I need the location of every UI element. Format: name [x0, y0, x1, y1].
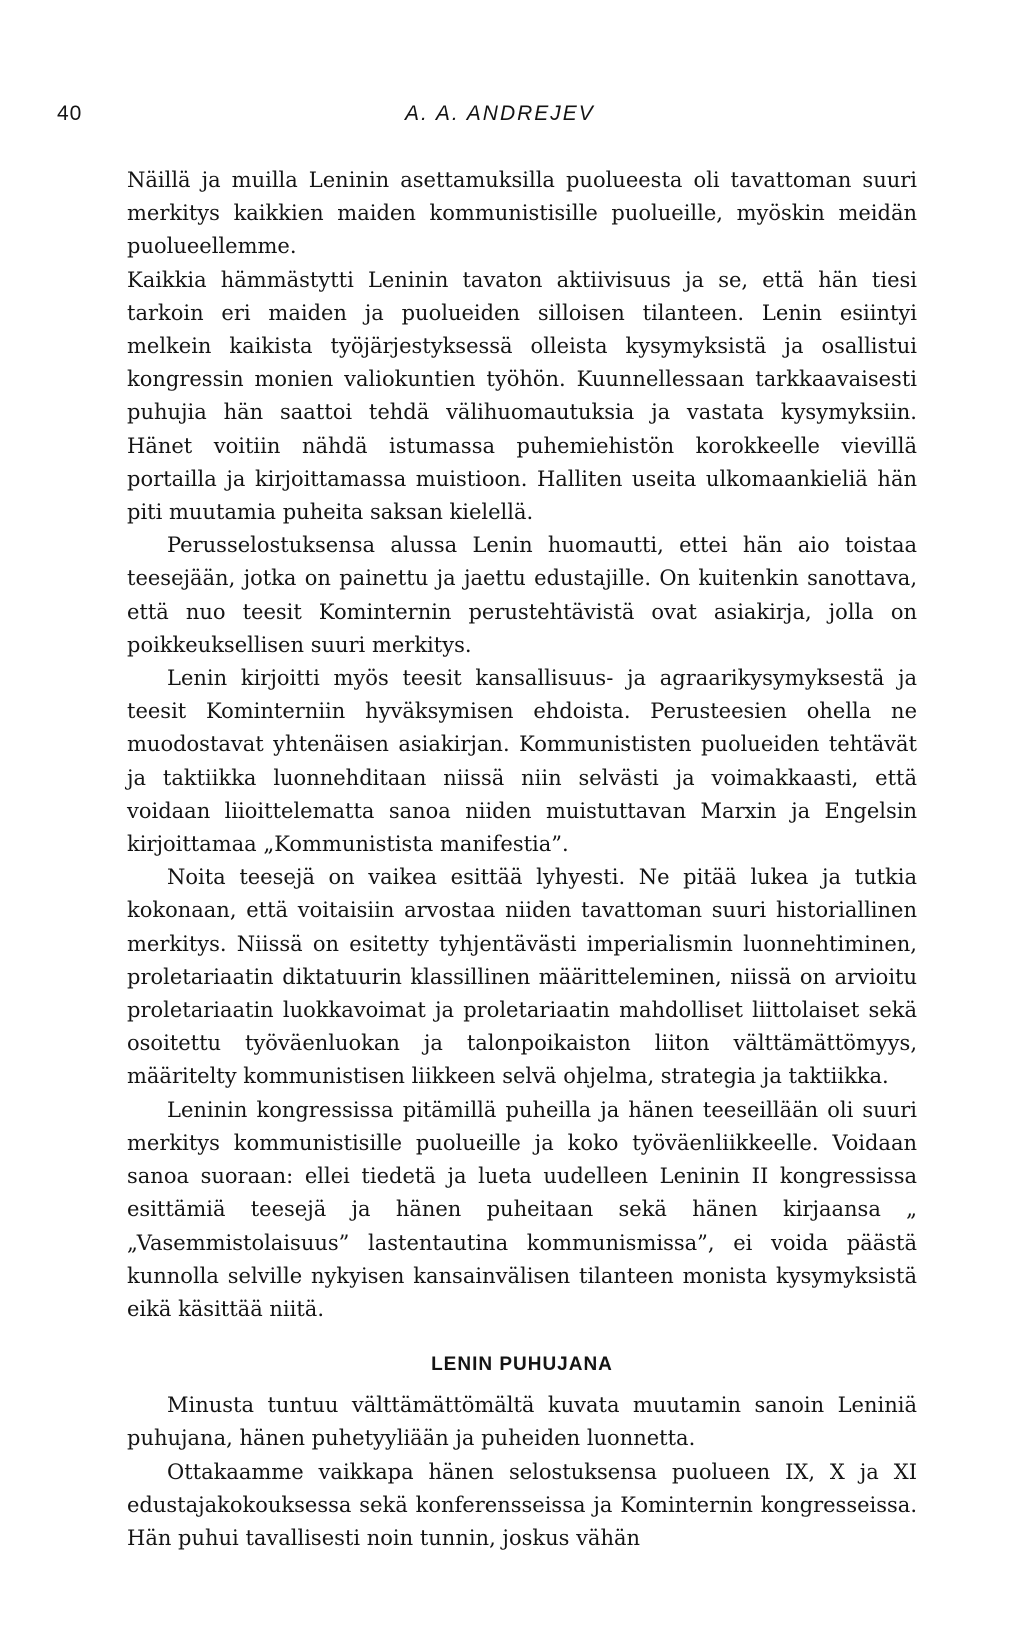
section-paragraph-2: Ottakaamme vaikkapa hänen selostuksensa puolueen IX, X ja XI edustajakokouksessa sekä konferensseissa ja Kominternin kongresseissa. Hän puhui tavallisesti noin tunnin, joskus vähän: [127, 1459, 917, 1550]
page-number: 40: [57, 102, 83, 125]
running-head: [57, 102, 917, 142]
paragraph-3: Perusselostuksensa alussa Lenin huomautti, ettei hän aio toistaa teesejään, jotka on painettu ja jaettu edustajille. On kuitenkin sanottava, että nuo teesit Kominternin perustehtävistä ovat asiakirja, jolla on poikkeuksellisen suuri merkitys.: [127, 533, 917, 657]
paragraph-4: Lenin kirjoitti myös teesit kansallisuus- ja agraarikysymyksestä ja teesit Kominterniin hyväksymisen ehdoista. Perusteesien ohella ne muodostavat yhtenäisen asiakirjan. Kommunististen puolueiden tehtävät ja taktiikka luonnehditaan niissä niin selvästi ja voimakkaasti, että voidaan liioittelematta sanoa niiden muistuttavan Marxin ja Engelsin kirjoittamaa „Kommunistista manifestia”.: [127, 666, 917, 857]
body-text: [127, 164, 917, 1555]
paragraph-1: Näillä ja muilla Leninin asettamuksilla puolueesta oli tavattoman suuri merkitys kaikkien maiden kommunistisille puolueille, myöskin meidän puolueellemme.: [127, 168, 917, 259]
section-heading: LENIN PUHUJANA: [431, 1354, 613, 1376]
paragraph-2: Kaikkia hämmästytti Leninin tavaton aktiivisuus ja se, että hän tiesi tarkoin eri maiden ja puolueiden silloisen tilanteen. Lenin esiintyi melkein kaikista työjärjestyksessä olleista kysymyksistä ja osallistui kongressin monien valiokuntien työhön. Kuunnellessaan tarkkaavaisesti puhujia hän saattoi tehdä välihuomautuksia ja vastata kysymyksiin. Hänet voitiin nähdä istumassa puhemiehistön korokkeelle vievillä portailla ja kirjoittamassa muistioon. Halliten useita ulkomaankieliä hän piti muutamia puheita saksan kielellä.: [127, 267, 917, 525]
paragraph-6: Leninin kongressissa pitämillä puheilla ja hänen teeseillään oli suuri merkitys kommunistisille puolueille ja koko työväenliikkeelle. Voidaan sanoa suoraan: ellei tiedetä ja lueta uudelleen Leninin II kongressissa esittämiä teesejä ja hänen puheitaan sekä hänen kirjaansa „ „Vasemmistolaisuus” lastentautina kommunismissa”, ei voida päästä kunnolla selville nykyisen kansainvälisen tilanteen monista kysymyksistä eikä käsittää niitä.: [127, 1097, 917, 1321]
running-title: A. A. ANDREJEV: [405, 102, 595, 125]
paragraph-5: Noita teesejä on vaikea esittää lyhyesti. Ne pitää lukea ja tutkia kokonaan, että voitaisiin arvostaa niiden tavattoman suuri historiallinen merkitys. Niissä on esitetty tyhjentävästi imperialismin luonnehtiminen, proletariaatin diktatuurin klassillinen määritteleminen, niissä on arvioitu proletariaatin luokkavoimat ja proletariaatin mahdolliset liittolaiset sekä osoitettu työväenluokan ja talonpoikaiston liiton välttämättömyys, määritelty kommunistisen liikkeen selvä ohjelma, strategia ja taktiikka.: [127, 865, 917, 1089]
section-paragraph-1: Minusta tuntuu välttämättömältä kuvata muutamin sanoin Leniniä puhujana, hänen puhetyyliään ja puheiden luonnetta.: [127, 1393, 917, 1451]
